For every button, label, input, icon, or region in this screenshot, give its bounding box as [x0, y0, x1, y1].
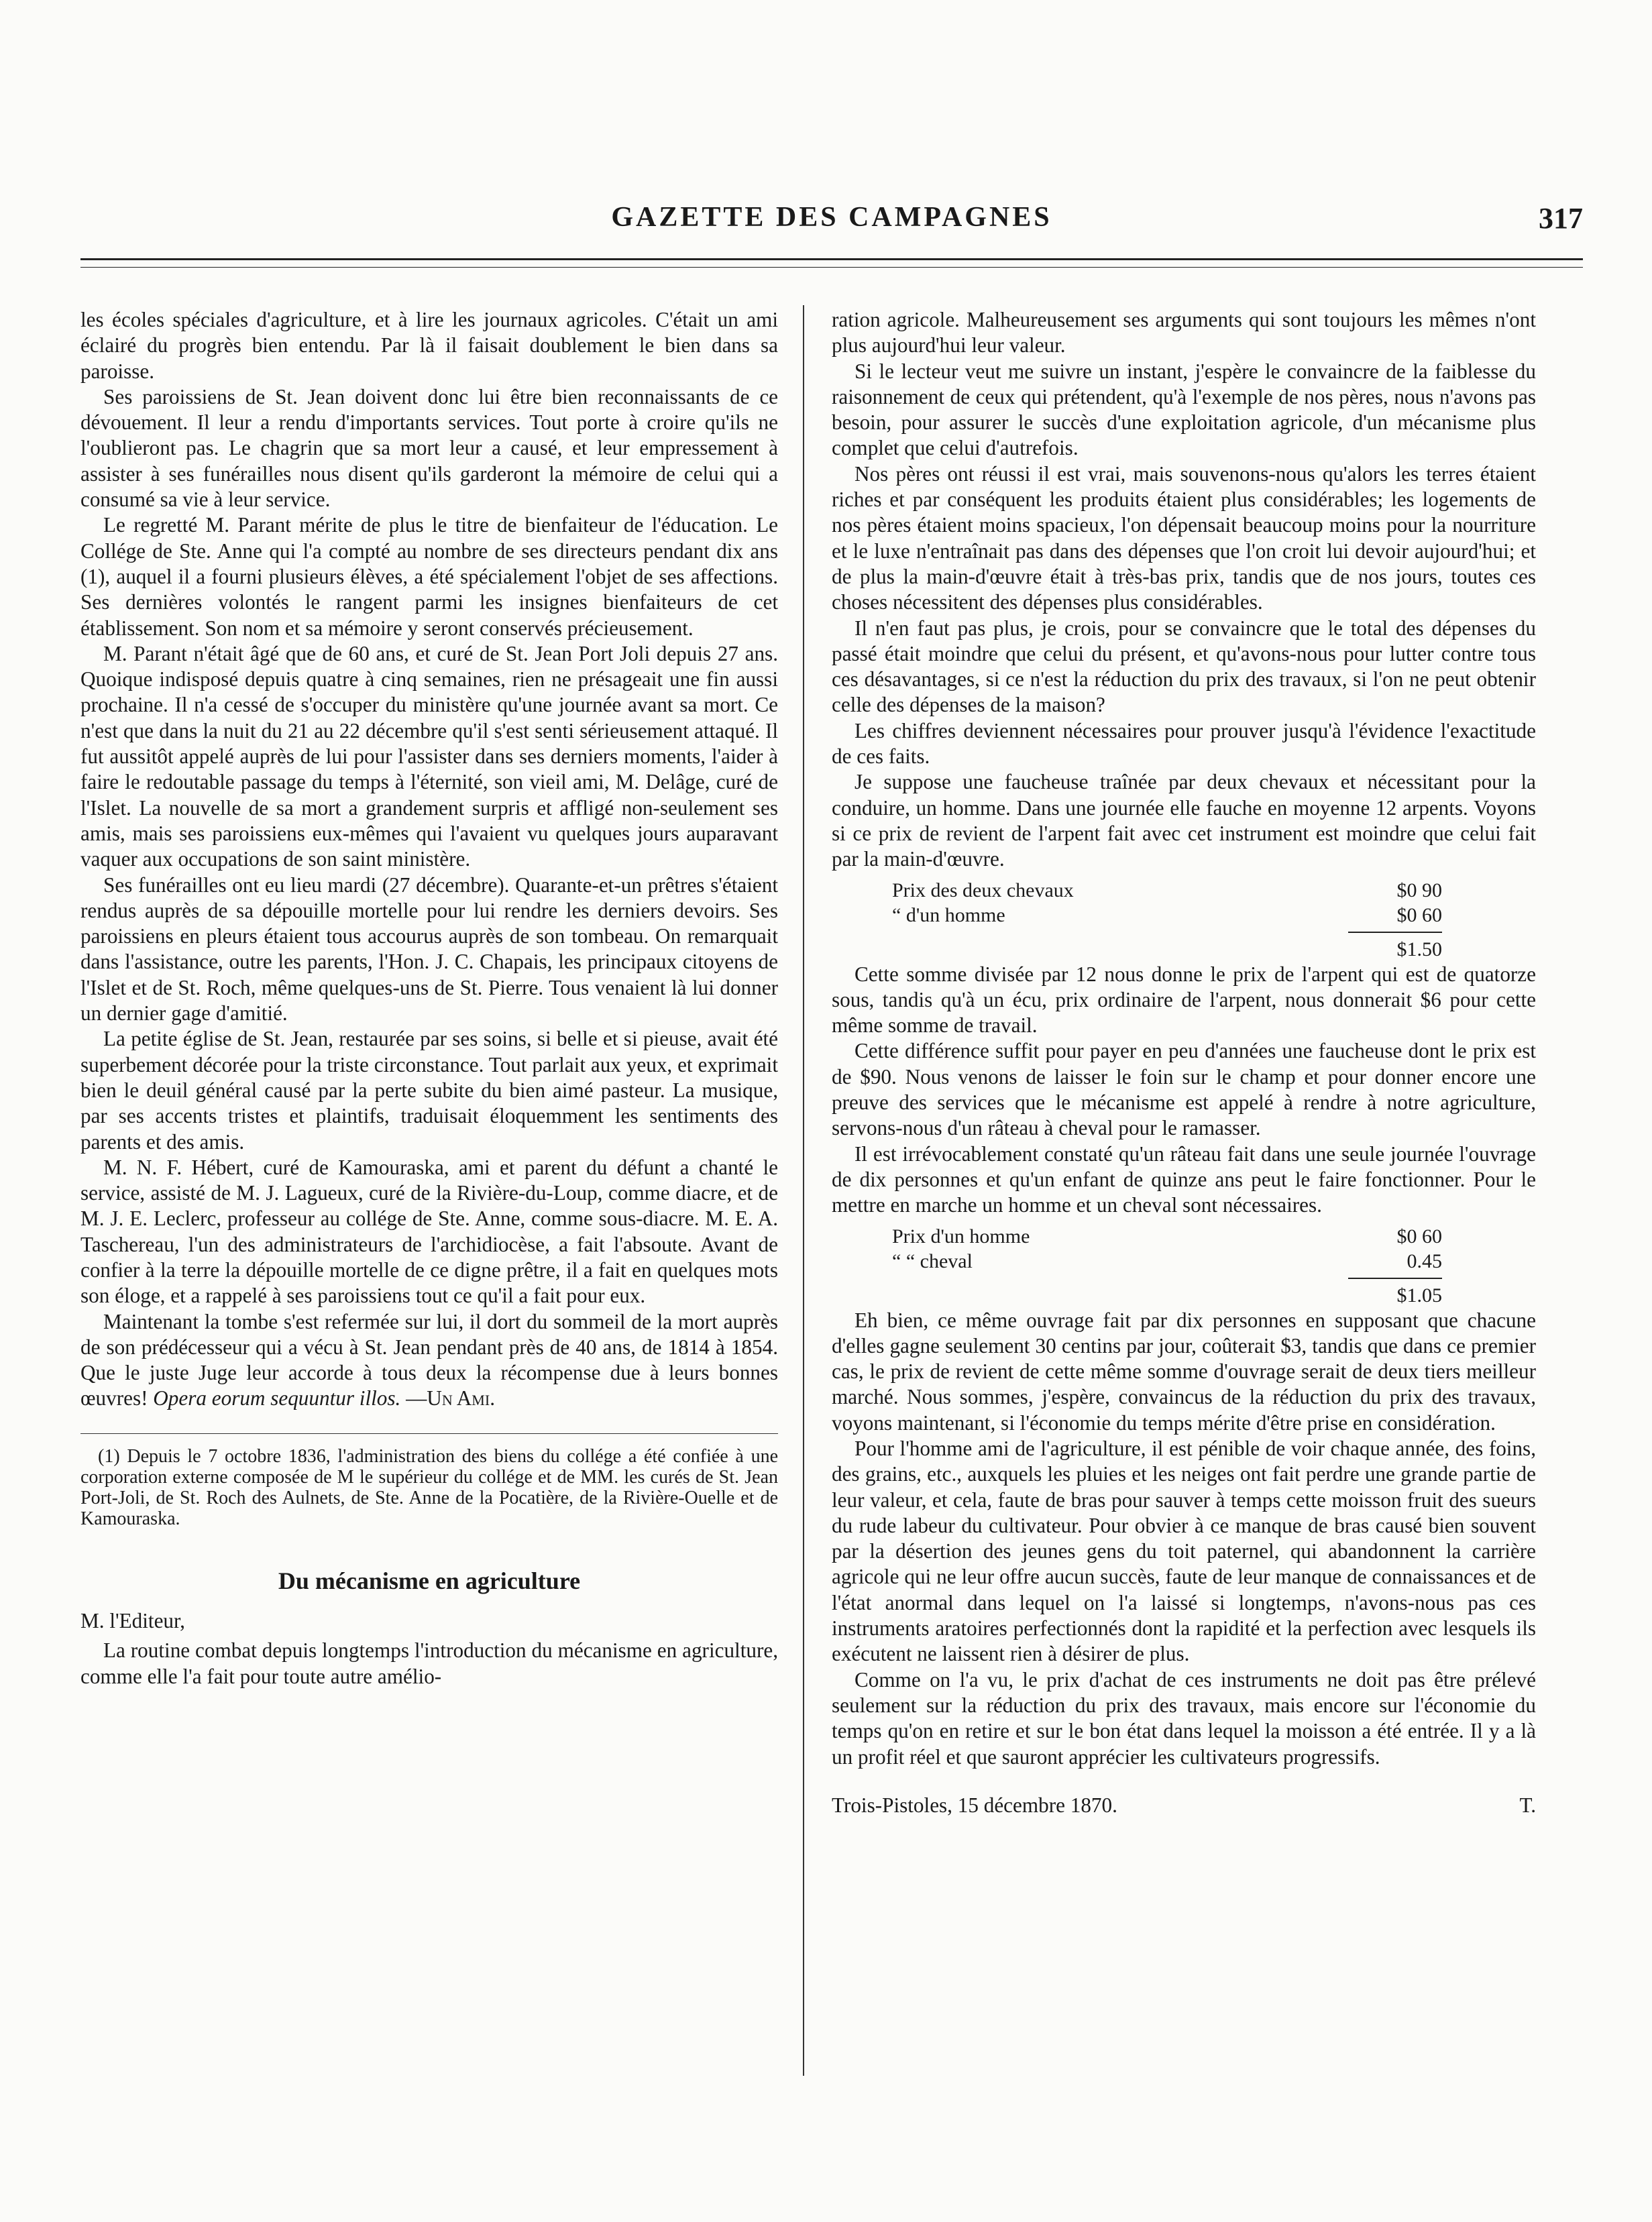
article-paragraph: La routine combat depuis longtemps l'introduction du mécanisme en agriculture, comme elle l'a fait pour toute autre amélio-	[80, 1638, 778, 1688]
price-label: Prix d'un homme	[892, 1225, 1030, 1247]
page-number: 317	[1539, 202, 1583, 235]
article-paragraph: Le regretté M. Parant mérite de plus le titre de bienfaiteur de l'éducation. Le Collége de Ste. Anne qui l'a compté au nombre de ses directeurs pendant dix ans (1), auquel il a fourni plusieurs élèves, a été spécialement l'objet de ses affections. Ses dernières volontés le rangent parmi les insignes bienfaiteurs de cet établissement. Son nom et sa mémoire y seront conservés précieusement.	[80, 513, 778, 640]
price-table-mower	[892, 878, 1442, 962]
article-paragraph: La petite église de St. Jean, restaurée par ses soins, si belle et si pieuse, avait été superbement décorée pour la triste circonstance. Tout parlait aux yeux, et exprimait bien le deuil général causé par la perte subite du bien aimé pasteur. La musique, par ses accents tristes et plaintifs, traduisait éloquemment les sentiments des parents et des amis.	[80, 1027, 778, 1154]
article-paragraph: Eh bien, ce même ouvrage fait par dix personnes en supposant que chacune d'elles gagne seulement 30 centins par jour, coûterait $3, tandis que dans ce premier cas, le prix de revient de cette même somme d'ouvrage serait de deux tiers meilleur marché. Nous sommes, j'espère, convaincus de la réduction du prix des travaux, voyons maintenant, si l'économie du temps mérite d'être prise en considération.	[832, 1308, 1536, 1435]
column-separator	[803, 305, 804, 2076]
article-paragraph: les écoles spéciales d'agriculture, et à lire les journaux agricoles. C'était un ami éclairé du progrès bien entendu. Par là il faisait doublement le bien dans sa paroisse.	[80, 308, 778, 383]
article-paragraph: Cette différence suffit pour payer en peu d'années une faucheuse dont le prix est de $90. Nous venons de laisser le foin sur le champ et pour donner encore une preuve des services que le mécanisme est appelé à rendre à notre agriculture, servons-nous d'un râteau à cheval pour le ramasser.	[832, 1039, 1536, 1140]
article-paragraph	[80, 1309, 778, 1412]
price-row	[892, 878, 1442, 903]
price-value: $0 60	[1396, 1225, 1442, 1247]
article-paragraph: Il est irrévocablement constaté qu'un râteau fait dans une seule journée l'ouvrage de dix personnes et qu'un enfant de quinze ans peut le faire fonctionner. Pour le mettre en marche un homme et un cheval sont nécessaires.	[832, 1142, 1536, 1217]
latin-closing: Opera eorum sequuntur illos.	[153, 1386, 401, 1410]
price-value: 0.45	[1407, 1249, 1442, 1272]
price-value: $0 90	[1396, 879, 1442, 901]
footnote-text: (1) Depuis le 7 octobre 1836, l'administration des biens du collége a été confiée à une corporation externe composée de M le supérieur du collége et de MM. les curés de St. Jean Port-Joli, de St. Roch des Aulnets, de Ste. Anne de la Pocatière, de la Rivière-Ouelle et de Kamouraska.	[80, 1445, 778, 1529]
right-column	[832, 307, 1536, 1818]
price-label: “ d'un homme	[892, 903, 1005, 926]
article-paragraph: Pour l'homme ami de l'agriculture, il est pénible de voir chaque année, des foins, des grains, etc., auxquels les pluies et les neiges ont fait perdre une grande partie de leur valeur, et cela, faute de bras pour sauver à temps cette moisson fruit des sueurs du rude labeur du cultivateur. Pour obvier à ce manque de bras causé bien souvent par la désertion des jeunes gens du toit paternel, qui abandonnent la carrière agricole qui ne leur offre aucun succès, faute de leur manque de connaissances et de l'état anormal dans lequel on l'a laissé si longtemps, n'avons-nous pas ces instruments aratoires perfectionnés dont la rapidité et la perfection avec lesquels ils exécutent ne laissent rien à désirer de plus.	[832, 1436, 1536, 1666]
price-row	[892, 1249, 1442, 1274]
article-paragraph: Ses funérailles ont eu lieu mardi (27 décembre). Quarante-et-un prêtres s'étaient rendus auprès de sa dépouille mortelle pour lui rendre les derniers devoirs. Ses paroissiens en pleurs étaient tous accourus auprès de son tombeau. On remarquait dans l'assistance, outre les parents, l'Hon. J. C. Chapais, les principaux citoyens de l'Islet et de St. Roch, même quelques-uns de St. Pierre. Tous venaient là lui donner un dernier gage d'amitié.	[80, 873, 778, 1025]
article-paragraph: Cette somme divisée par 12 nous donne le prix de l'arpent qui est de quatorze sous, tandis qu'à un écu, prix ordinaire de l'arpent, nous donnerait $6 pour cette même somme de travail.	[832, 962, 1536, 1038]
article-paragraph: M. Parant n'était âgé que de 60 ans, et curé de St. Jean Port Joli depuis 27 ans. Quoique indisposé depuis quatre à cinq semaines, rien ne présageait une fin aussi prochaine. Il n'a cessé de s'occuper du ministère qu'une journée avant sa mort. Ce n'est que dans la nuit du 21 au 22 décembre qu'il s'est senti sérieusement attaqué. Il fut aussitôt appelé auprès de lui pour l'assister dans ses derniers moments, l'aider à faire le redoutable passage du temps à l'éternité, son vieil ami, M. Delâge, curé de l'Islet. La nouvelle de sa mort a grandement surpris et affligé non-seulement ses amis, mais ses paroissiens eux-mêmes qui l'avaient vu quelques jours auparavant vaquer aux occupations de son saint ministère.	[80, 641, 778, 871]
price-value: $0 60	[1396, 903, 1442, 926]
footnote	[80, 1433, 778, 1529]
article-paragraph: M. N. F. Hébert, curé de Kamouraska, ami et parent du défunt a chanté le service, assisté de M. J. Lagueux, curé de la Rivière-du-Loup, comme diacre, et de M. J. E. Leclerc, professeur au collége de Ste. Anne, comme sous-diacre. M. E. A. Taschereau, l'un des administrateurs de l'archidiocèse, a fait l'absoute. Avant de confier à la terre la dépouille mortelle de ce digne prêtre, il a fait en quelques mots son éloge, et a rappelé à ses paroissiens tout ce qu'il a fait pour eux.	[80, 1155, 778, 1308]
price-label: “ “ cheval	[892, 1249, 973, 1272]
article-paragraph: Si le lecteur veut me suivre un instant, j'espère le convaincre de la faiblesse du raisonnement de ceux qui prétendent, qu'à l'exemple de nos pères, nous n'avons pas besoin, pour assurer le succès d'une exploitation agricole, d'un mécanisme plus complet que celui d'autrefois.	[832, 359, 1536, 460]
masthead-title: GAZETTE DES CAMPAGNES	[611, 202, 1052, 233]
article-paragraph: Il n'en faut pas plus, je crois, pour se convaincre que le total des dépenses du passé était moindre que celui du présent, et qu'avons-nous pour lutter contre tous ces désavantages, si ce n'est la réduction du prix des travaux, si l'on ne peut obtenir celle des dépenses de la maison?	[832, 616, 1536, 717]
article-paragraph: Comme on l'a vu, le prix d'achat de ces instruments ne doit pas être prélevé seulement sur la réduction du prix des travaux, mais encore sur l'économie du temps qu'on en retire et sur le bon état dans lequel la moisson a été entrée. Il y a là un profit réel et que sauront apprécier les cultivateurs progressifs.	[832, 1667, 1536, 1769]
article-paragraph: Nos pères ont réussi il est vrai, mais souvenons-nous qu'alors les terres étaient riches et par conséquent les produits étaient plus considérables; les logements de nos pères étaient moins spacieux, l'on dépensait beaucoup moins pour la nourriture et le luxe n'entraînait pas dans des dépenses que l'on croit lui devoir aujourd'hui; et de plus la main-d'œuvre était à très-bas prix, tandis que de nos jours, toutes ces choses nécessitent des dépenses plus considérables.	[832, 461, 1536, 614]
left-column	[80, 307, 778, 1689]
article-paragraph: ration agricole. Malheureusement ses arguments qui sont toujours les mêmes n'ont plus aujourd'hui leur valeur.	[832, 308, 1536, 357]
page-header	[80, 201, 1583, 241]
header-rule-thin	[80, 267, 1583, 268]
author-signature: T.	[1519, 1793, 1536, 1817]
price-row	[892, 903, 1442, 928]
price-total: $1.50	[1348, 932, 1442, 962]
article-text: Maintenant la tombe s'est refermée sur lui, il dort du sommeil de la mort auprès de son prédécesseur qui a vécu à St. Jean pendant près de 40 ans, de 1814 à 1854. Que le juste Juge leur accorde à tous deux la récompense due à leurs bonnes œuvres!	[80, 1309, 778, 1410]
price-row	[892, 1224, 1442, 1249]
salutation: M. l'Editeur,	[80, 1609, 185, 1633]
price-total: $1.05	[1348, 1278, 1442, 1308]
price-label: Prix des deux chevaux	[892, 879, 1074, 901]
article-paragraph: Les chiffres deviennent nécessaires pour prouver jusqu'à l'évidence l'exactitude de ces faits.	[832, 718, 1536, 769]
dateline: Trois-Pistoles, 15 décembre 1870.	[832, 1793, 1117, 1817]
price-table-rake	[892, 1224, 1442, 1308]
article-paragraph: Je suppose une faucheuse traînée par deux chevaux et nécessitant pour la conduire, un homme. Dans une journée elle fauche en moyenne 12 arpents. Voyons si ce prix de revient de l'arpent fait avec cet instrument est moindre que celui fait par la main-d'œuvre.	[832, 770, 1536, 871]
article-paragraph: Ses paroissiens de St. Jean doivent donc lui être bien reconnaissants de ce dévouement. Il leur a rendu d'importants services. Tout porte à croire qu'ils ne l'oublieront pas. Le chagrin que sa mort leur a causé, et leur empressement à assister à ses funérailles nous disent qu'ils garderont la mémoire de celui qui a consumé sa vie à leur service.	[80, 384, 778, 512]
dateline-row	[832, 1793, 1536, 1818]
header-rule	[80, 258, 1583, 260]
section-title: Du mécanisme en agriculture	[278, 1567, 581, 1594]
obituary-signature: —Un Ami.	[406, 1386, 495, 1410]
